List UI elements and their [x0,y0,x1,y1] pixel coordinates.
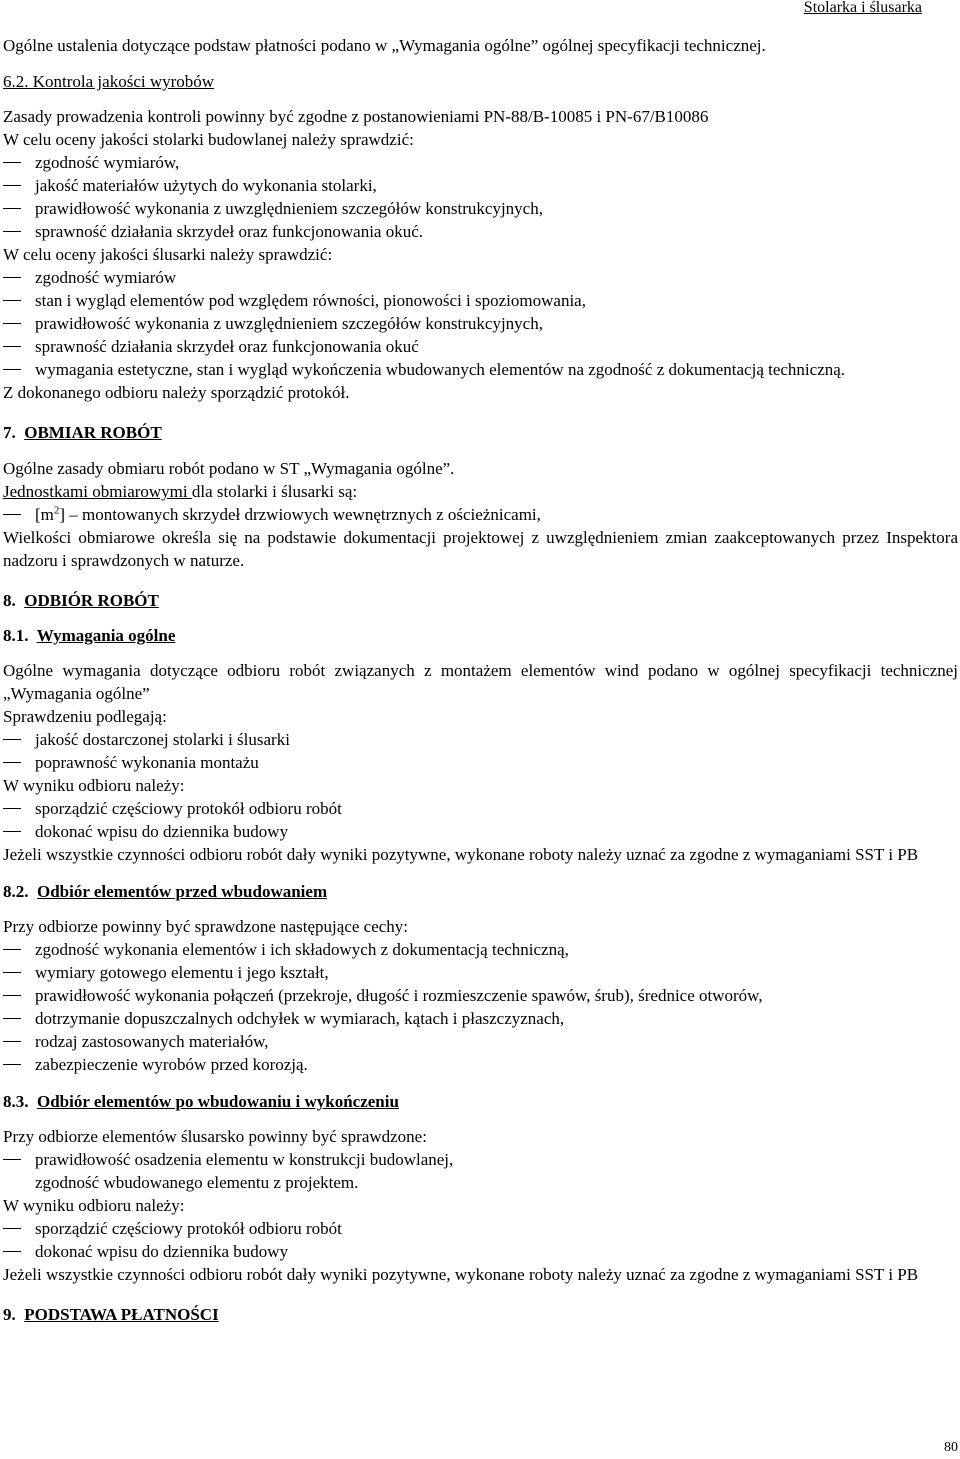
s7-unit-item: $[m^2]$ – montowanych skrzydeł drzwiowych wewnętrznych z ościeżnicami, [3,503,958,526]
list-item: dokonać wpisu do dziennika budowy [3,1240,958,1263]
section-8-3-heading: 8.3. Odbiór elementów po wbudowaniu i wykończeniu [3,1092,399,1111]
list-item: sprawność działania skrzydeł oraz funkcjonowania okuć. [3,220,958,243]
list-item: zgodność wymiarów [3,266,958,289]
list-item: zgodność wykonania elementów i ich składowych z dokumentacją techniczną, [3,938,958,961]
list-item: jakość dostarczonej stolarki i ślusarki [3,728,958,751]
section-8-2-heading: 8.2. Odbiór elementów przed wbudowaniem [3,882,328,901]
list-item: sprawność działania skrzydeł oraz funkcjonowania okuć [3,335,958,358]
s62-paragraph-4: Z dokonanego odbioru należy sporządzić protokół. [3,383,350,402]
section-8-heading: 8. ODBIÓR ROBÓT [3,591,159,610]
list-item: prawidłowość wykonania z uwzględnieniem szczegółów konstrukcyjnych, [3,312,958,335]
s81-paragraph-2: Sprawdzeniu podlegają: [3,707,167,726]
section-9-heading: 9. PODSTAWA PŁATNOŚCI [3,1305,219,1324]
list-item: dokonać wpisu do dziennika budowy [3,820,958,843]
list-item: jakość materiałów użytych do wykonania stolarki, [3,174,958,197]
list-item: zabezpieczenie wyrobów przed korozją. [3,1053,958,1076]
list-item: rodzaj zastosowanych materiałów, [3,1030,958,1053]
list-item: dotrzymanie dopuszczalnych odchyłek w wymiarach, kątach i płaszczyznach, [3,1007,958,1030]
list-item: prawidłowość osadzenia elementu w konstrukcji budowlanej, [3,1148,958,1171]
list-item: stan i wygląd elementów pod względem równości, pionowości i spoziomowania, [3,289,958,312]
s82-paragraph-1: Przy odbiorze powinny być sprawdzone następujące cechy: [3,917,409,936]
list-item: prawidłowość wykonania połączeń (przekroje, długość i rozmieszczenie spawów, śrub), średnice otworów, [3,984,958,1007]
s62-list-1 [3,151,958,243]
s62-list-2 [3,266,958,381]
s81-paragraph-3: W wyniku odbioru należy: [3,776,185,795]
page-number: 80 [944,1440,958,1455]
s62-paragraph-1: Zasady prowadzenia kontroli powinny być zgodne z postanowieniami PN-88/B-10085 i PN-67/B10086 [3,107,709,126]
section-7-heading: 7. OBMIAR ROBÓT [3,423,162,442]
s81-paragraph-4: Jeżeli wszystkie czynności odbioru robót dały wyniki pozytywne, wykonane roboty należy uznać za zgodne z wymaganiami SST i PB [3,845,919,864]
s62-paragraph-2: W celu oceny jakości stolarki budowlanej należy sprawdzić: [3,130,414,149]
document-page [3,34,958,1326]
intro-paragraph: Ogólne ustalenia dotyczące podstaw płatności podano w „Wymagania ogólne” ogólnej specyfikacji technicznej. [3,36,766,55]
s83-paragraph-1: Przy odbiorze elementów ślusarsko powinny być sprawdzone: [3,1127,427,1146]
list-item: prawidłowość wykonania z uwzględnieniem szczegółów konstrukcyjnych, [3,197,958,220]
s7-paragraph-2: Jednostkami obmiarowymi dla stolarki i ślusarki są: [3,482,358,501]
list-item: wymagania estetyczne, stan i wygląd wykończenia wbudowanych elementów na zgodność z dokumentacją techniczną. [3,358,958,381]
section-6-2-heading: 6.2. Kontrola jakości wyrobów [3,72,215,91]
list-item: sporządzić częściowy protokół odbioru robót [3,797,958,820]
s83-paragraph-3: Jeżeli wszystkie czynności odbioru robót dały wyniki pozytywne, wykonane roboty należy uznać za zgodne z wymaganiami SST i PB [3,1265,919,1284]
s7-paragraph-1: Ogólne zasady obmiaru robót podano w ST „Wymagania ogólne”. [3,459,455,478]
s7-paragraph-3: Wielkości obmiarowe określa się na podstawie dokumentacji projektowej z uwzględnieniem zmian zaakceptowanych przez Inspektora nadzoru i sprawdzonych w naturze. [3,528,958,570]
running-header: Stolarka i ślusarka [803,0,922,16]
s62-paragraph-3: W celu oceny jakości ślusarki należy sprawdzić: [3,245,333,264]
list-item: poprawność wykonania montażu [3,751,958,774]
list-item: sporządzić częściowy protokół odbioru robót [3,1217,958,1240]
s83-paragraph-2: W wyniku odbioru należy: [3,1196,185,1215]
section-8-1-heading: 8.1. Wymagania ogólne [3,626,176,645]
list-item: zgodność wymiarów, [3,151,958,174]
s81-paragraph-1: Ogólne wymagania dotyczące odbioru robót związanych z montażem elementów wind podano w ogólnej specyfikacji technicznej „Wymagania ogólne” [3,661,958,703]
list-item: wymiary gotowego elementu i jego kształt, [3,961,958,984]
s83-indented-line: zgodność wbudowanego elementu z projektem. [35,1173,359,1192]
